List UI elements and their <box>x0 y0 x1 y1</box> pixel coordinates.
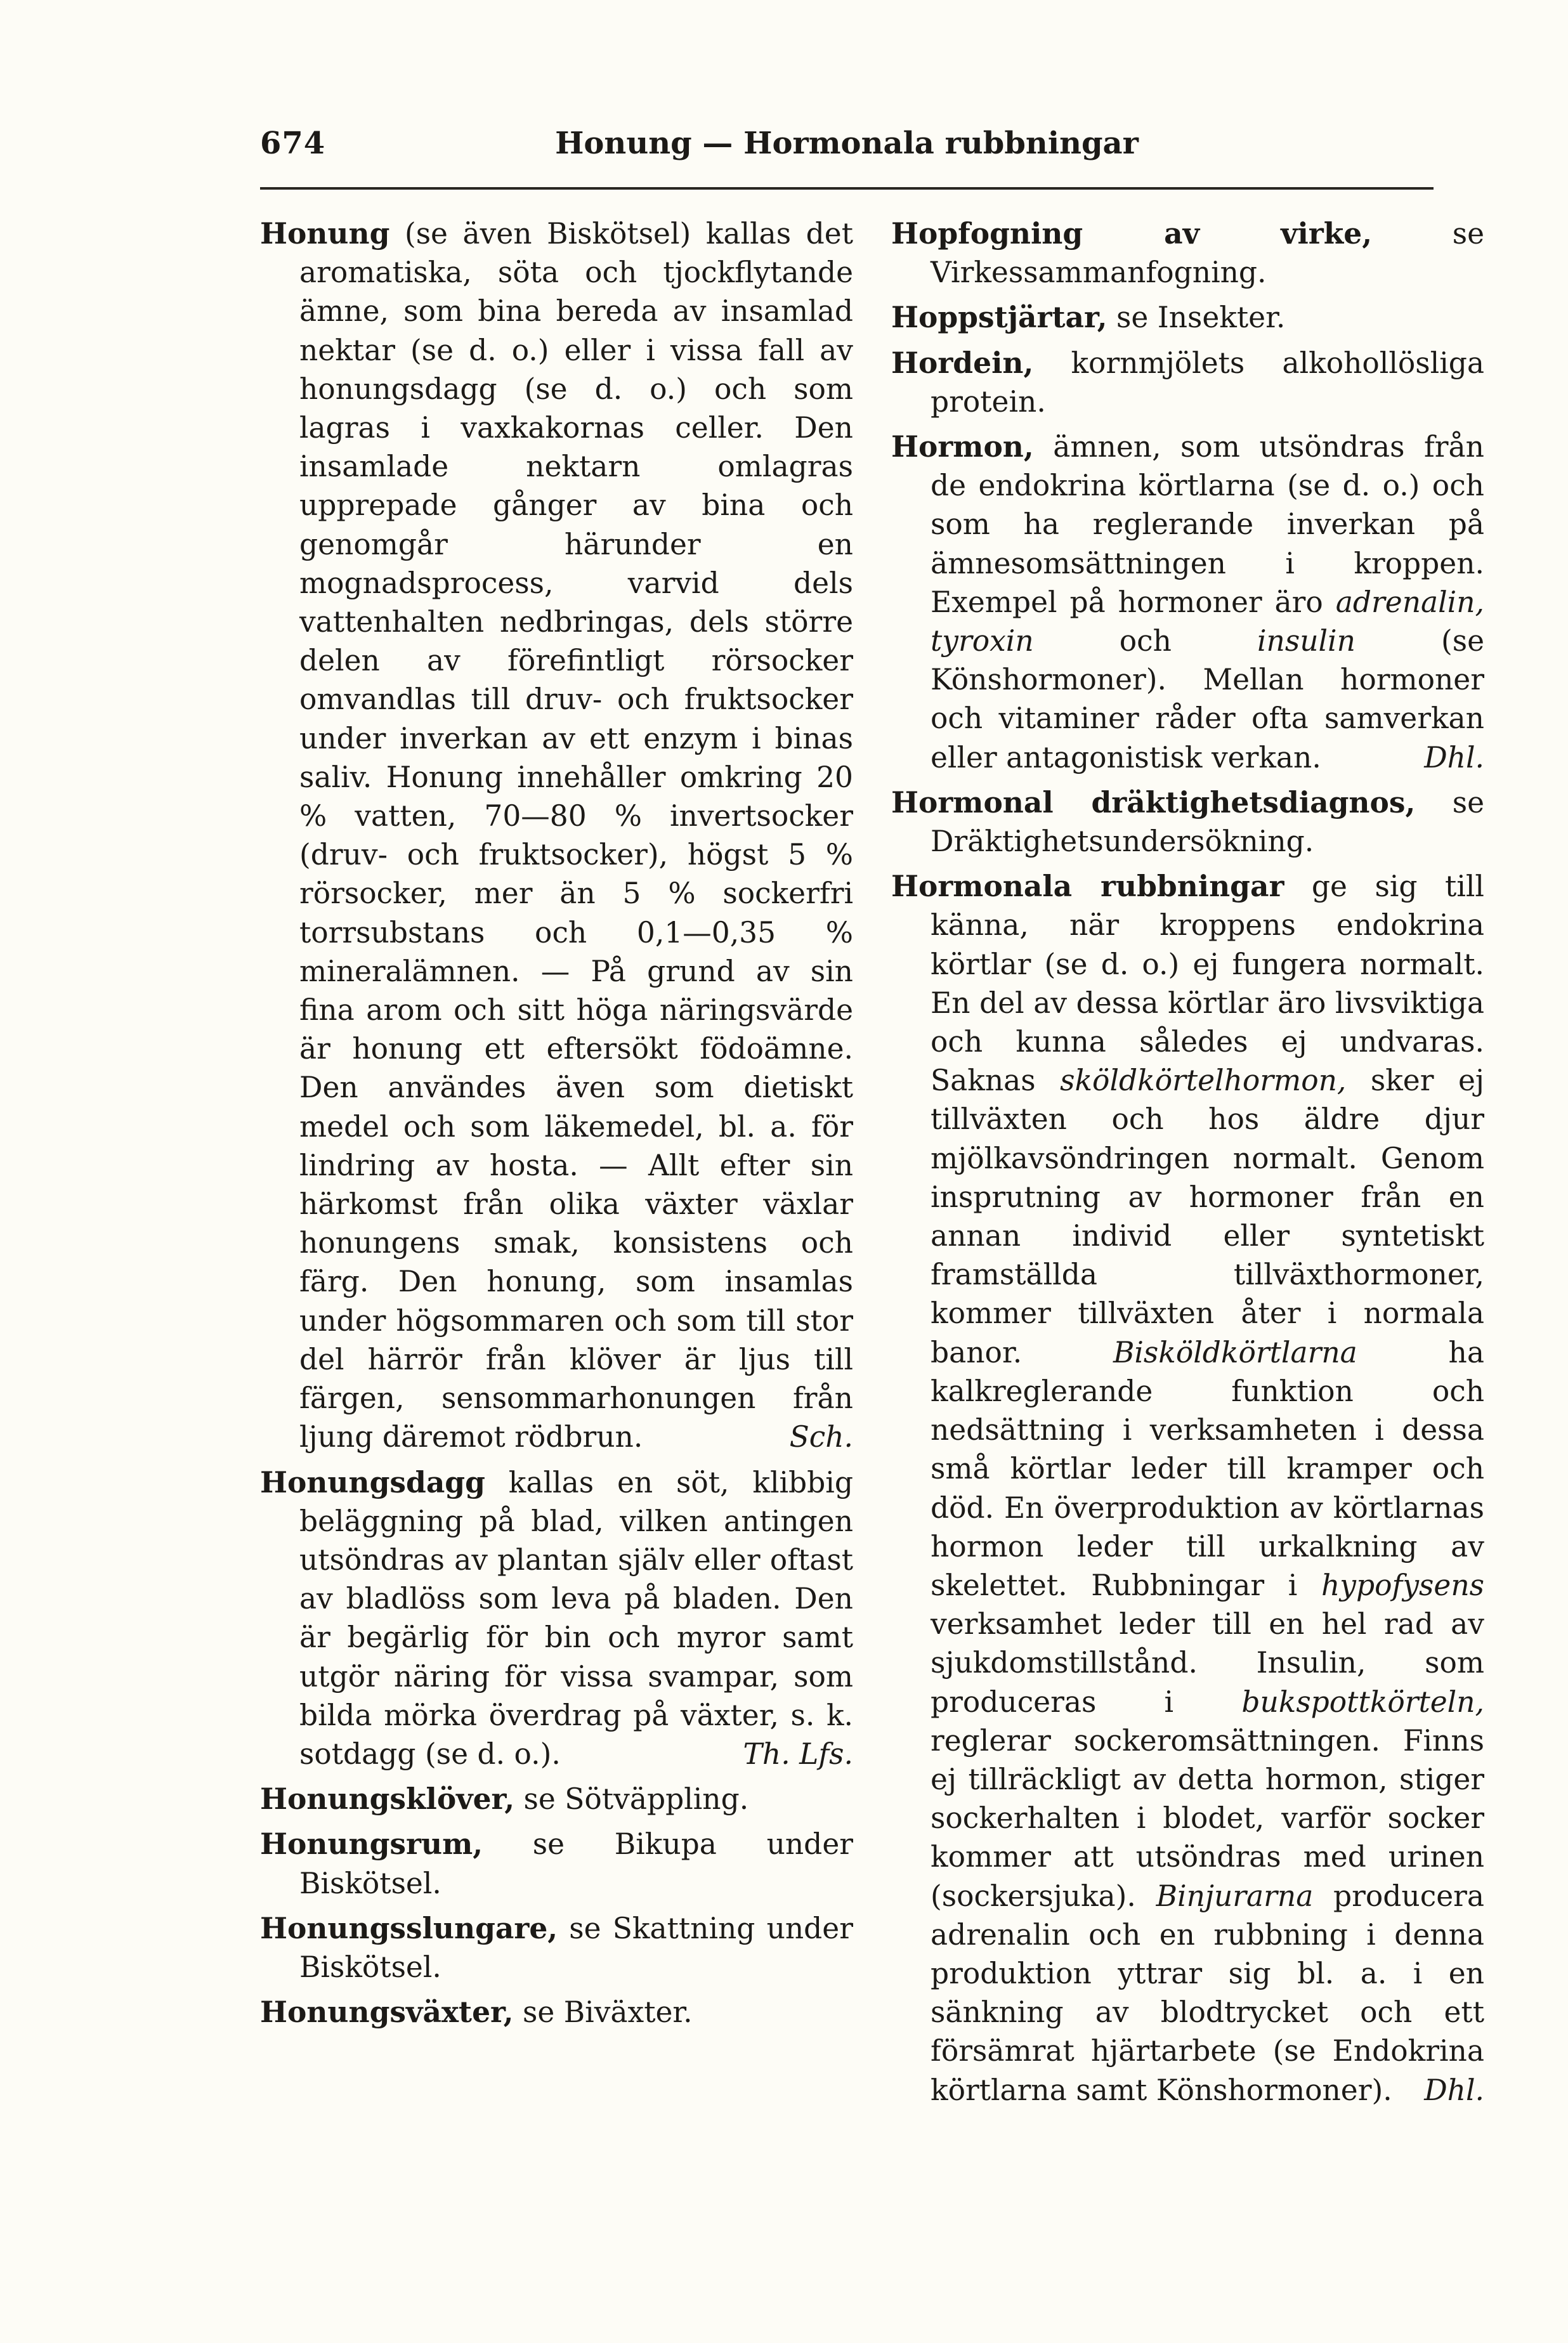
entry-honungsdagg <box>260 1463 853 1774</box>
entry-text: ämnen, som utsöndras från de endokrina körtlarna (se d. o.) och som ha reglerande inverkan på ämnesomsättningen i kroppen. Exempel på hormoner äro <box>931 430 1484 619</box>
entry-text: se Biväxter. <box>513 1995 693 2030</box>
entry-text: se Virkessammanfogning. <box>931 217 1484 290</box>
entry-text: se Dräktighetsundersökning. <box>931 785 1484 859</box>
entry-text: (se även Biskötsel) kallas det aromatiska, söta och tjockflytande ämne, som bina bereda av insamlad nektar (se d. o.) eller i vissa fall av honungsdagg (se d. o.) och som lagras i vaxkakornas celler. Den insamlade nektarn omlagras upprepade gånger av bina och genomgår härunder en mognadsprocess, varvid dels vattenhalten nedbringas, dels större delen av förefintligt rörsocker omvandlas till druv- och fruktsocker under inverkan av ett enzym i binas saliv. Honung innehåller omkring 20 % vatten, 70—80 % invertsocker (druv- och fruktsocker), högst 5 % rörsocker, mer än 5 % sockerfri torrsubstans och 0,1—0,35 % mineralämnen. — På grund av sin fina arom och sitt höga näringsvärde är honung ett eftersökt födoämne. Den användes även som dietiskt medel och som läkemedel, bl. a. för lindring av hosta. — Allt efter sin härkomst från olika växter växlar honungens smak, konsistens och färg. Den honung, som insamlas under högsommaren och som till stor del härrör från klöver är ljus till färgen, sensommarhonungen från ljung däremot rödbrun. <box>299 217 853 1454</box>
italic-term: sköldkörtelhormon, <box>1060 1064 1347 1098</box>
headword: Honungsslungare, <box>260 1910 558 1945</box>
left-column <box>260 214 853 2038</box>
italic-term: insulin <box>1257 624 1356 658</box>
entry-text: kallas en söt, klibbig beläggning på blad, vilken antingen utsöndras av plantan själv eller oftast av bladlöss som leva på bladen. Den är begärlig för bin och myror samt utgör näring för vissa svampar, som bilda mörka överdrag på växter, s. k. sotdagg (se d. o.). <box>299 1465 853 1771</box>
page-header <box>260 126 1434 170</box>
entry-text: se Bikupa under Biskötsel. <box>299 1827 853 1900</box>
italic-term: hypofysens <box>1321 1568 1484 1602</box>
header-rule <box>260 187 1434 190</box>
headword: Honungsväxter, <box>260 1995 514 2030</box>
signature: Dhl. <box>1424 2073 1484 2107</box>
entry-text: se Skattning under Biskötsel. <box>299 1911 853 1984</box>
entry-honungsvaxter <box>260 1993 853 2032</box>
entry-text: se Insekter. <box>1107 301 1286 335</box>
entry-text: ha kalkreglerande funktion och nedsättning i verksamheten i dessa små körtlar leder till kramper och död. En överproduktion av körtlarnas hormon leder till urkalkning av skelettet. Rubbningar i <box>931 1335 1484 1602</box>
entry-honungsrum <box>260 1825 853 1902</box>
entry-text: producera adrenalin och en rubbning i denna produktion yttrar sig bl. a. i en sänkning av blodtrycket och ett försämrat hjärtarbete (se Endokrina körtlarna samt Könshormoner). <box>931 1879 1484 2107</box>
headword: Honungsrum, <box>260 1827 483 1862</box>
entry-text: och <box>1033 624 1257 658</box>
headword: Hormonala rubbningar <box>891 869 1284 904</box>
entry-text: verksamhet leder till en hel rad av sjukdomstillstånd. Insulin, som produceras i <box>931 1607 1484 1719</box>
entry-honung <box>260 214 853 1457</box>
headword: Hoppstjärtar, <box>891 300 1107 335</box>
headword: Hormonal dräktighetsdiagnos, <box>891 785 1416 819</box>
italic-term: adrenalin, tyroxin <box>931 585 1484 658</box>
entry-text: sker ej tillväxten och hos äldre djur mjölkavsöndringen normalt. Genom insprutning av hormoner från en annan individ eller syntetiskt framställda tillväxthormoner, kommer tillväxten åter i normala banor. <box>931 1064 1484 1369</box>
headword: Hormon, <box>891 429 1034 464</box>
running-title: Honung — Hormonala rubbningar <box>555 126 1139 161</box>
entry-hormonala <box>891 867 1484 2110</box>
signature: Th. Lfs. <box>743 1737 853 1771</box>
right-column <box>891 214 1484 2116</box>
headword: Honungsklöver, <box>260 1782 515 1817</box>
entry-text: kornmjölets alkohollösliga protein. <box>931 346 1484 419</box>
entry-hoppstjartar <box>891 298 1484 337</box>
headword: Hordein, <box>891 345 1034 380</box>
entry-text: reglerar sockeromsättningen. Finns ej tillräckligt av detta hormon, stiger sockerhalten i blodet, varför socker kommer att utsöndras med urinen (sockersjuka). <box>931 1723 1484 1913</box>
entry-hopfogning <box>891 214 1484 292</box>
entry-hormon <box>891 427 1484 777</box>
entry-hormonal <box>891 783 1484 861</box>
italic-term: Bisköldkörtlarna <box>1113 1335 1357 1369</box>
entry-honungsklover <box>260 1780 853 1818</box>
signature: Sch. <box>789 1420 853 1454</box>
entry-hordein <box>891 344 1484 421</box>
headword: Honung <box>260 216 390 251</box>
page-number: 674 <box>260 126 326 161</box>
italic-term: bukspottkörteln, <box>1241 1685 1484 1719</box>
entry-text: se Sötväppling. <box>514 1782 749 1817</box>
entry-text: (se Könshormoner). Mellan hormoner och vitaminer råder ofta samverkan eller antagonistisk verkan. <box>931 624 1485 774</box>
italic-term: Binjurarna <box>1156 1879 1314 1913</box>
headword: Hopfogning av virke, <box>891 216 1373 251</box>
signature: Dhl. <box>1424 740 1484 774</box>
entry-honungsslungare <box>260 1909 853 1987</box>
headword: Honungsdagg <box>260 1465 485 1499</box>
entry-text: ge sig till känna, när kroppens endokrina körtlar (se d. o.) ej fungera normalt. En del av dessa körtlar äro livsviktiga och kunna således ej undvaras. Saknas <box>931 870 1484 1098</box>
